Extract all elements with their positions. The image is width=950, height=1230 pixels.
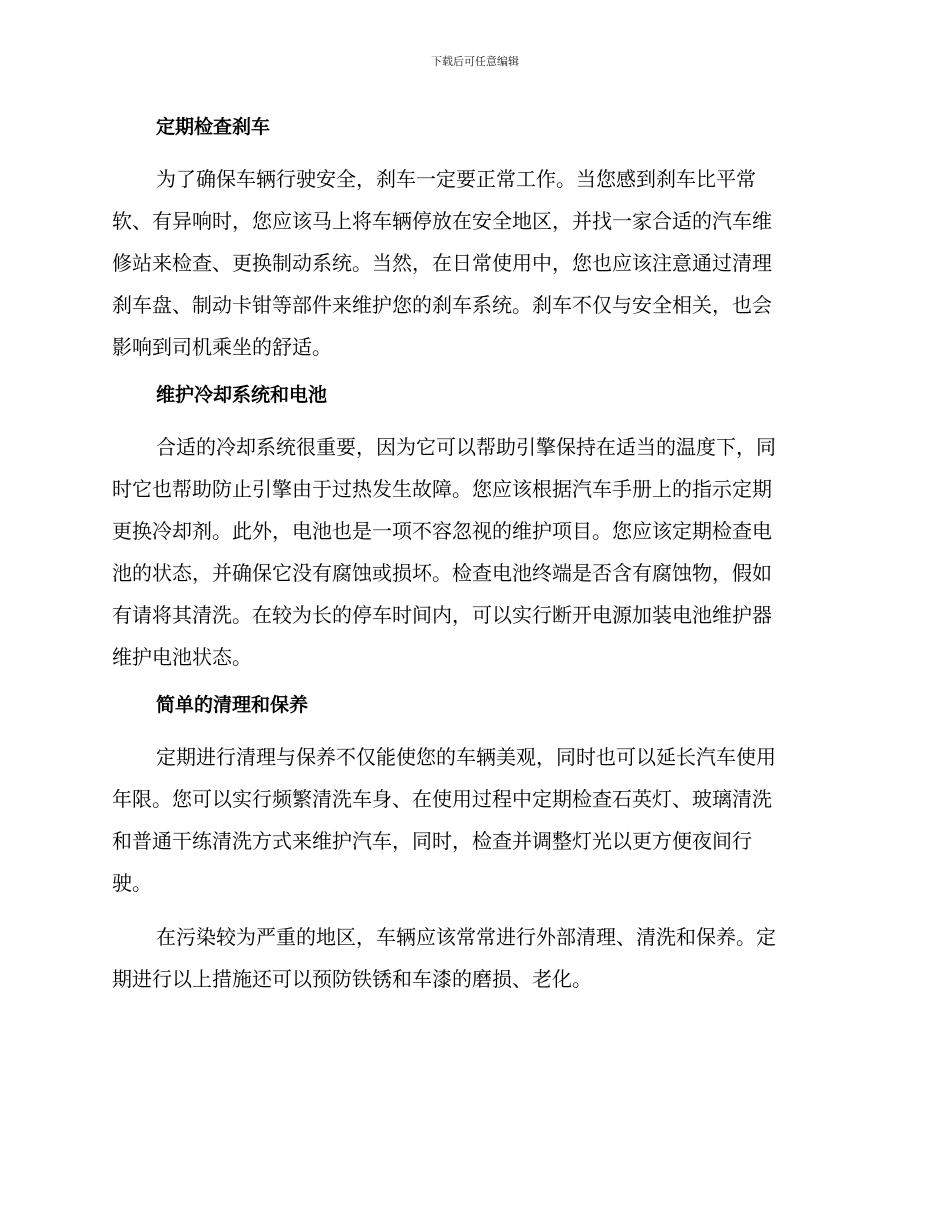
section-cleaning: [112, 690, 832, 1000]
text-line: 驶。: [112, 871, 152, 895]
text-line: 维护电池状态。: [112, 645, 252, 669]
text-line: 合适的冷却系统很重要，因为它可以帮助引擎保持在适当的温度下，同: [156, 435, 776, 459]
paragraph: [112, 736, 832, 904]
text-line: 池的状态，并确保它没有腐蚀或损坏。检查电池终端是否含有腐蚀物，假如: [112, 561, 772, 585]
text-line: 修站来检查、更换制动系统。当然，在日常使用中，您也应该注意通过清理: [112, 251, 772, 275]
page-header: 下载后可任意编辑: [431, 55, 519, 68]
text-line: 定期进行清理与保养不仅能使您的车辆美观，同时也可以延长汽车使用: [156, 745, 776, 769]
text-line: 时它也帮助防止引擎由于过热发生故障。您应该根据汽车手册上的指示定期: [112, 477, 772, 501]
text-line: 影响到司机乘坐的舒适。: [112, 335, 332, 359]
paragraph: [112, 916, 832, 1000]
document-body: [112, 112, 832, 1012]
text-line: 在污染较为严重的地区，车辆应该常常进行外部清理、清洗和保养。定: [156, 925, 776, 949]
text-line: 和普通干练清洗方式来维护汽车，同时，检查并调整灯光以更方便夜间行: [112, 829, 752, 853]
section-heading: 定期检查刹车: [156, 116, 271, 138]
section-brakes: [112, 112, 832, 368]
text-line: 有请将其清洗。在较为长的停车时间内，可以实行断开电源加装电池维护器: [112, 603, 772, 627]
text-line: 年限。您可以实行频繁清洗车身、在使用过程中定期检查石英灯、玻璃清洗: [112, 787, 772, 811]
paragraph: [112, 426, 832, 678]
section-cooling-battery: [112, 380, 832, 678]
text-line: 软、有异响时，您应该马上将车辆停放在安全地区，并找一家合适的汽车维: [112, 209, 772, 233]
text-line: 期进行以上措施还可以预防铁锈和车漆的磨损、老化。: [112, 967, 592, 991]
paragraph: [112, 158, 832, 368]
section-heading: 维护冷却系统和电池: [156, 384, 328, 406]
text-line: 为了确保车辆行驶安全，刹车一定要正常工作。当您感到刹车比平常: [156, 167, 756, 191]
text-line: 刹车盘、制动卡钳等部件来维护您的刹车系统。刹车不仅与安全相关，也会: [112, 293, 772, 317]
text-line: 更换冷却剂。此外，电池也是一项不容忽视的维护项目。您应该定期检查电: [112, 519, 772, 543]
section-heading: 简单的清理和保养: [156, 694, 309, 716]
